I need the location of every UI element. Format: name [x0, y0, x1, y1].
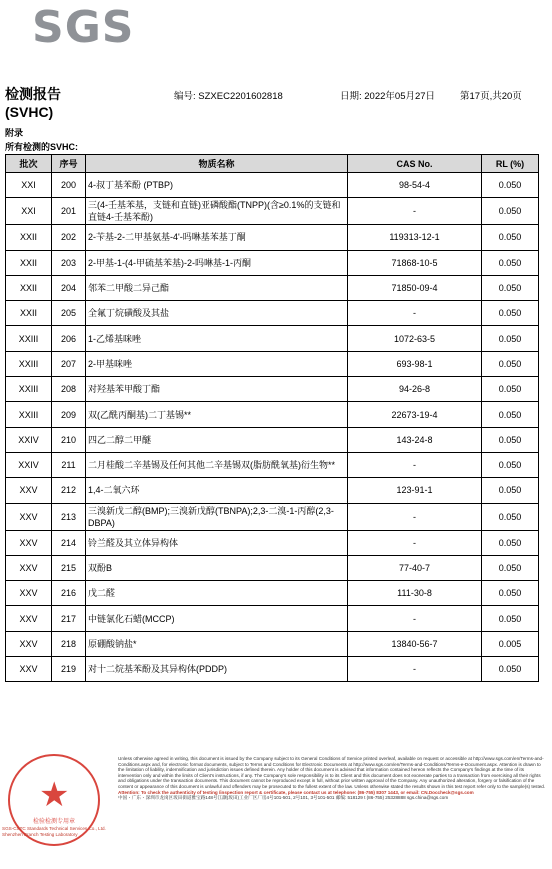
attention-text: Attention: To check the authenticity of testing /inspection report & certificate, please contact us at telephone: (86-755) 8307 1443, or email: CN.Doccheck@sgs.com	[118, 789, 474, 795]
cell-batch: XXIV	[6, 452, 52, 477]
section-subtitle: 所有检测的SVHC:	[5, 142, 79, 152]
cell-rl: 0.050	[482, 452, 539, 477]
table-row	[6, 250, 539, 275]
cell-name: 四乙二醇二甲醚	[86, 427, 348, 452]
cell-cas: -	[348, 198, 482, 225]
cell-rl: 0.005	[482, 631, 539, 656]
cell-cas: 123-91-1	[348, 478, 482, 503]
cell-cas: -	[348, 530, 482, 555]
table-row	[6, 351, 539, 376]
table-body	[6, 173, 539, 682]
cell-batch: XXV	[6, 530, 52, 555]
cell-rl: 0.050	[482, 402, 539, 427]
disclaimer-text: Unless otherwise agreed in writing, this document is issued by the Company subject to its General Conditions of Service printed overleaf, available on request or accessible at http://www.sgs.com/en/Terms-and-Conditions.aspx and, for electronic format documents, subject to Terms and Conditions for Electronic Documents at http://www.sgs.com/en/Terms-and-Conditions/Terms-e-Document.aspx. Attention is drawn to the limitation of liability, indemnification and jurisdiction issues defined therein. Any holder of this document is advised that information contained hereon reflects the Company's findings at the time of its intervention only and within the limits of Client's instructions, if any. The Company's sole responsibility is to its Client and this document does not exonerate parties to a transaction from exercising all their rights and obligations under the transaction documents. This document cannot be reproduced except in full, without prior written approval of the Company. Any unauthorized alteration, forgery or falsification of the content or appearance of this document is unlawful and offenders may be prosecuted to the fullest extent of the law. Unless otherwise stated the results shown in this test report refer only to the sample(s) tested.	[118, 756, 546, 789]
cell-no: 204	[52, 275, 86, 300]
cell-batch: XXIV	[6, 427, 52, 452]
cell-batch: XXI	[6, 173, 52, 198]
cell-rl: 0.050	[482, 275, 539, 300]
cell-name: 全氟丁烷磺酸及其盐	[86, 301, 348, 326]
col-header-rl: RL (%)	[482, 155, 539, 173]
cell-no: 206	[52, 326, 86, 351]
cell-batch: XXV	[6, 478, 52, 503]
cell-rl: 0.050	[482, 351, 539, 376]
cell-name: 2-苄基-2-二甲基氨基-4'-吗啉基苯基丁酮	[86, 225, 348, 250]
table-row	[6, 427, 539, 452]
cell-name: 2-甲基-1-(4-甲硫基苯基)-2-吗啉基-1-丙酮	[86, 250, 348, 275]
table-row	[6, 555, 539, 580]
cell-cas: 98-54-4	[348, 173, 482, 198]
cell-no: 215	[52, 555, 86, 580]
cell-cas: -	[348, 301, 482, 326]
cell-batch: XXIII	[6, 377, 52, 402]
cell-rl: 0.050	[482, 173, 539, 198]
cell-name: 双(乙酰丙酮基)二丁基锡**	[86, 402, 348, 427]
cell-name: 邻苯二甲酸二异己酯	[86, 275, 348, 300]
cell-batch: XXII	[6, 301, 52, 326]
cell-cas: 22673-19-4	[348, 402, 482, 427]
cell-batch: XXIII	[6, 326, 52, 351]
cell-batch: XXIII	[6, 402, 52, 427]
cell-name: 三(4-壬基苯基，支链和直链)亚磷酸酯(TNPP)(含≥0.1%的支链和直链4-壬基苯酚)	[86, 198, 348, 225]
cell-name: 中链氯化石蜡(MCCP)	[86, 606, 348, 631]
cell-batch: XXII	[6, 275, 52, 300]
cell-no: 212	[52, 478, 86, 503]
table-row	[6, 198, 539, 225]
table-row	[6, 301, 539, 326]
cell-cas: 13840-56-7	[348, 631, 482, 656]
cell-cas: 693-98-1	[348, 351, 482, 376]
cell-rl: 0.050	[482, 530, 539, 555]
cell-cas: 119313-12-1	[348, 225, 482, 250]
cell-cas: -	[348, 452, 482, 477]
cell-rl: 0.050	[482, 581, 539, 606]
col-header-batch: 批次	[6, 155, 52, 173]
cell-rl: 0.050	[482, 478, 539, 503]
table-header-row	[6, 155, 539, 173]
cell-no: 208	[52, 377, 86, 402]
cell-cas: -	[348, 503, 482, 530]
cell-no: 202	[52, 225, 86, 250]
cell-batch: XXV	[6, 657, 52, 682]
table-row	[6, 225, 539, 250]
svhc-table	[5, 154, 539, 682]
appendix-label: 附录	[5, 128, 24, 138]
cell-no: 201	[52, 198, 86, 225]
cell-no: 216	[52, 581, 86, 606]
page-number: 第17页,共20页	[460, 91, 522, 102]
cell-cas: 111-30-8	[348, 581, 482, 606]
cell-name: 对羟基苯甲酸丁酯	[86, 377, 348, 402]
cell-batch: XXV	[6, 606, 52, 631]
table-row	[6, 377, 539, 402]
cell-cas: 77-40-7	[348, 555, 482, 580]
footer	[0, 748, 552, 858]
cell-name: 铃兰醛及其立体异构体	[86, 530, 348, 555]
table-row	[6, 326, 539, 351]
cell-rl: 0.050	[482, 503, 539, 530]
cell-name: 二月桂酸二辛基锡及任何其他二辛基锡双(脂肪酰氧基)衍生物**	[86, 452, 348, 477]
col-header-no: 序号	[52, 155, 86, 173]
cell-no: 203	[52, 250, 86, 275]
report-number: 编号: SZXEC2201602818	[174, 91, 283, 102]
cell-rl: 0.050	[482, 250, 539, 275]
table-row	[6, 581, 539, 606]
cell-no: 214	[52, 530, 86, 555]
table-row	[6, 503, 539, 530]
cell-batch: XXV	[6, 503, 52, 530]
lab-name: SGS-CSTC Standards Technical Services Co., Ltd. Shenzhen Branch Testing Laboratory	[2, 826, 106, 837]
table-row	[6, 606, 539, 631]
cell-rl: 0.050	[482, 198, 539, 225]
cell-no: 207	[52, 351, 86, 376]
cell-batch: XXII	[6, 250, 52, 275]
cell-rl: 0.050	[482, 555, 539, 580]
cell-name: 1,4-二氧六环	[86, 478, 348, 503]
cell-cas: 71850-09-4	[348, 275, 482, 300]
cell-no: 211	[52, 452, 86, 477]
cell-name: 1-乙烯基咪唑	[86, 326, 348, 351]
report-title: 检测报告	[5, 87, 61, 103]
cell-batch: XXIII	[6, 351, 52, 376]
cell-no: 217	[52, 606, 86, 631]
report-date: 日期: 2022年05月27日	[340, 91, 436, 102]
cell-rl: 0.050	[482, 326, 539, 351]
table-row	[6, 530, 539, 555]
cell-rl: 0.050	[482, 225, 539, 250]
cell-cas: -	[348, 657, 482, 682]
disclaimer	[118, 756, 546, 801]
table-row	[6, 275, 539, 300]
table-row	[6, 478, 539, 503]
sgs-logo: SGS	[32, 2, 135, 53]
report-subtitle: (SVHC)	[5, 104, 54, 120]
cell-no: 213	[52, 503, 86, 530]
cell-rl: 0.050	[482, 606, 539, 631]
cell-no: 200	[52, 173, 86, 198]
cell-no: 210	[52, 427, 86, 452]
cell-batch: XXII	[6, 225, 52, 250]
cell-name: 双酚B	[86, 555, 348, 580]
cell-name: 戊二醛	[86, 581, 348, 606]
table-row	[6, 452, 539, 477]
cell-name: 三溴新戊二醇(BMP);三溴新戊醇(TBNPA);2,3-二溴-1-丙醇(2,3-DBPA)	[86, 503, 348, 530]
col-header-cas: CAS No.	[348, 155, 482, 173]
table-row	[6, 173, 539, 198]
col-header-name: 物质名称	[86, 155, 348, 173]
cell-rl: 0.050	[482, 377, 539, 402]
cell-no: 205	[52, 301, 86, 326]
cell-name: 原硼酸钠盐*	[86, 631, 348, 656]
cell-rl: 0.050	[482, 427, 539, 452]
cell-cas: 143-24-8	[348, 427, 482, 452]
table-row	[6, 631, 539, 656]
cell-batch: XXI	[6, 198, 52, 225]
address-text: 中国・广东・深圳市龙岗区坂田街道雅宝路148号江灏(坂田)工业厂区厂房4号101-501, 2号101, 3号101-501 邮编: 518129 t (86-755) 25328888 sgs.china@sgs.com	[118, 795, 449, 801]
cell-rl: 0.050	[482, 657, 539, 682]
table-row	[6, 402, 539, 427]
cell-cas: 94-26-8	[348, 377, 482, 402]
cell-no: 218	[52, 631, 86, 656]
star-icon: ★	[39, 776, 70, 814]
cell-name: 4-叔丁基苯酚 (PTBP)	[86, 173, 348, 198]
cell-rl: 0.050	[482, 301, 539, 326]
cell-batch: XXV	[6, 631, 52, 656]
table-row	[6, 657, 539, 682]
cell-no: 219	[52, 657, 86, 682]
cell-batch: XXV	[6, 581, 52, 606]
cell-batch: XXV	[6, 555, 52, 580]
cell-name: 对十二烷基苯酚及其异构体(PDDP)	[86, 657, 348, 682]
cell-cas: 71868-10-5	[348, 250, 482, 275]
stamp-text: 检验检测专用章	[32, 819, 75, 825]
cell-cas: -	[348, 606, 482, 631]
cell-name: 2-甲基咪唑	[86, 351, 348, 376]
cell-cas: 1072-63-5	[348, 326, 482, 351]
cell-no: 209	[52, 402, 86, 427]
